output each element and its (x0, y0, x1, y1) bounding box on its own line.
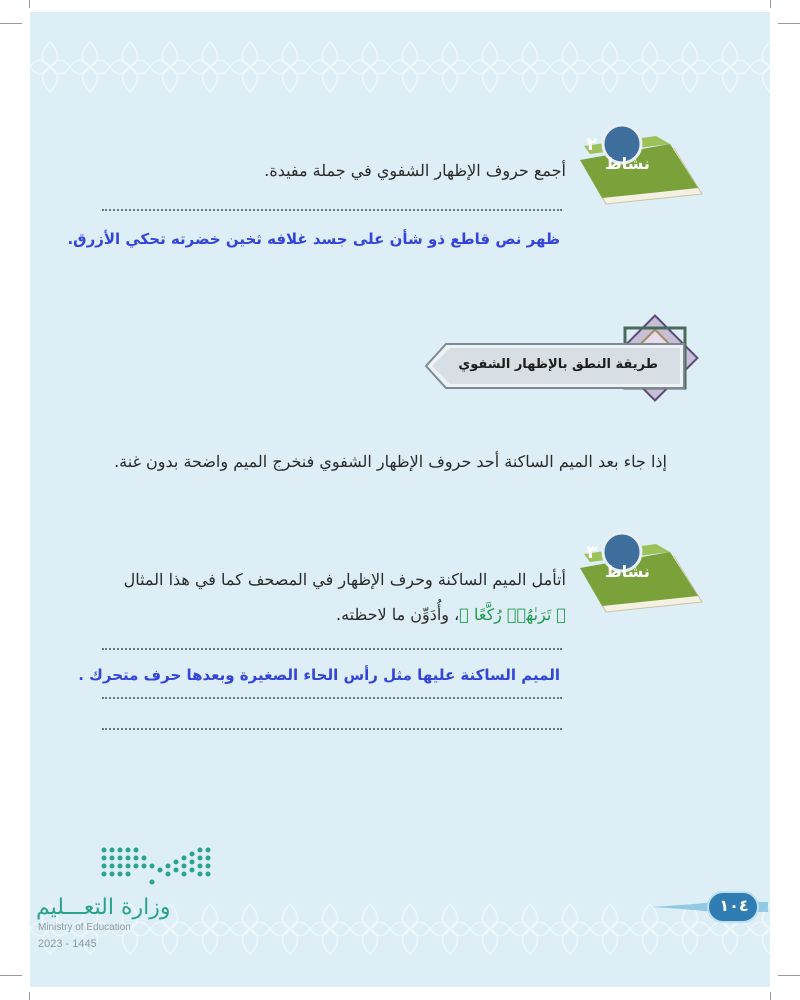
section-explanation: إذا جاء بعد الميم الساكنة أحد حروف الإظهار الشفوي فنخرج الميم واضحة بدون غنة. (114, 452, 667, 471)
prompt-suffix: ، وأُدَوِّن ما لاحظته. (336, 605, 460, 624)
textbook-page (30, 12, 770, 987)
activity-label: نشاط (605, 154, 650, 173)
activity-2-answer: ظهر نص قاطع ذو شأن على جسد غلافه ثخين خضرته تحكي الأزرق. (67, 230, 560, 248)
page-number: ١٠٤ (719, 896, 749, 915)
activity-label: نشاط (605, 562, 650, 581)
crop-mark (29, 0, 30, 8)
crop-mark (29, 992, 30, 1000)
section-title: طريقة النطق بالإظهار الشفوي (458, 357, 658, 372)
answer-dotted-line (102, 697, 562, 699)
edition-year: 2023 - 1445 (38, 938, 97, 950)
quran-verse: ﴿ تَرَىٰهُمۡ رُكَّعًا ﴾ (459, 605, 566, 624)
ornament-band-top (30, 38, 770, 96)
crop-mark (770, 0, 771, 8)
crop-mark (770, 992, 771, 1000)
activity-number: ٢ (586, 134, 598, 155)
activity-number: ٣ (586, 542, 598, 563)
crop-mark (0, 975, 22, 976)
ministry-name-english: Ministry of Education (38, 922, 131, 933)
ministry-name-arabic: وزارة التعـــليم (36, 895, 171, 920)
answer-dotted-line (102, 728, 562, 730)
answer-dotted-line (102, 648, 562, 650)
activity-3-prompt-line1: أتأمل الميم الساكنة وحرف الإظهار في المصحف كما في هذا المثال (123, 570, 566, 589)
answer-dotted-line (102, 209, 562, 211)
activity-2-prompt: أجمع حروف الإظهار الشفوي في جملة مفيدة. (264, 161, 566, 180)
crop-mark (778, 975, 800, 976)
activity-3-prompt-line2 (336, 605, 566, 624)
ministry-logo-icon (98, 844, 216, 888)
activity-3-answer: الميم الساكنة عليها مثل رأس الحاء الصغيرة وبعدها حرف متحرك . (78, 666, 560, 684)
crop-mark (0, 23, 22, 24)
crop-mark (778, 23, 800, 24)
